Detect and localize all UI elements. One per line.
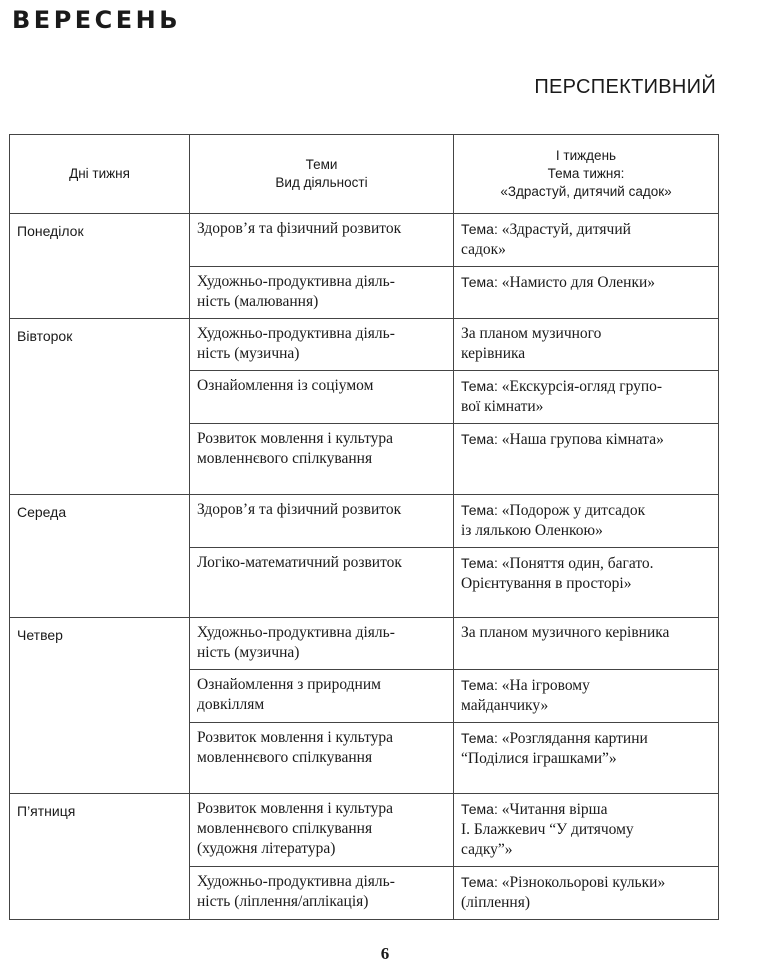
header-days <box>10 135 190 214</box>
activity-line: Здоров’я та фізичний розвиток <box>197 501 402 518</box>
page-number: 6 <box>380 944 390 963</box>
activity-line: мовленнєвого спілкування <box>197 749 373 766</box>
topic-prefix: Тема: <box>461 555 502 571</box>
topic-cell <box>454 424 719 495</box>
table-row <box>10 319 719 371</box>
topic-text: «Поняття один, багато. <box>501 555 654 572</box>
topic-text: із лялькою Оленкою» <box>461 522 603 539</box>
table-header-row <box>10 135 719 214</box>
topic-text: майданчику» <box>461 697 549 714</box>
activity-cell <box>190 214 454 267</box>
topic-line <box>461 219 711 240</box>
topic-text: «Здрастуй, дитячий <box>501 221 631 238</box>
header-topics-line2: Вид діяльності <box>275 174 368 190</box>
header-topics-line1: Теми <box>305 156 338 172</box>
topic-line <box>461 397 711 417</box>
activity-cell <box>190 424 454 495</box>
topic-line <box>461 675 711 696</box>
table-row <box>10 214 719 267</box>
topic-text: «Подорож у дитсадок <box>501 502 646 519</box>
topic-text: Орієнтування в просторі» <box>461 575 632 592</box>
day-label: Понеділок <box>17 223 84 239</box>
table-row <box>10 618 719 670</box>
topic-line <box>461 623 711 643</box>
topic-text: «На ігровому <box>501 677 590 694</box>
activity-line: мовленнєвого спілкування <box>197 820 373 837</box>
activity-cell <box>190 794 454 867</box>
topic-text: І. Блажкевич “У дитячому <box>461 821 634 838</box>
topic-text: За планом музичного <box>461 325 602 342</box>
topic-line <box>461 893 711 913</box>
header-topics <box>190 135 454 214</box>
day-cell <box>10 495 190 618</box>
activity-cell <box>190 618 454 670</box>
activity-cell <box>190 495 454 548</box>
topic-line <box>461 820 711 840</box>
topic-prefix: Тема: <box>461 274 502 290</box>
day-cell <box>10 214 190 319</box>
topic-line <box>461 553 711 574</box>
topic-line <box>461 240 711 260</box>
topic-text: «Намисто для Оленки» <box>501 274 656 291</box>
activity-line: (художня література) <box>197 840 336 857</box>
weekly-plan-table <box>9 134 719 920</box>
topic-prefix: Тема: <box>461 874 502 890</box>
topic-prefix: Тема: <box>461 221 502 237</box>
topic-text: За планом музичного керівника <box>461 624 670 641</box>
header-days-label: Дні тижня <box>69 165 130 181</box>
activity-line: Ознайомлення із соціумом <box>197 377 374 394</box>
topic-cell <box>454 670 719 723</box>
topic-cell <box>454 495 719 548</box>
day-cell <box>10 319 190 495</box>
activity-line: ність (малювання) <box>197 293 319 310</box>
table-row <box>10 794 719 867</box>
topic-text: «Екскурсія-огляд групо- <box>501 378 663 395</box>
activity-line: Художньо-продуктивна діяль- <box>197 325 395 342</box>
activity-line: Ознайомлення з природним <box>197 676 381 693</box>
topic-text: (ліплення) <box>461 894 530 911</box>
topic-line <box>461 429 711 450</box>
activity-line: Художньо-продуктивна діяль- <box>197 873 395 890</box>
topic-line <box>461 344 711 364</box>
topic-cell <box>454 214 719 267</box>
day-cell <box>10 794 190 920</box>
activity-line: ність (ліплення/аплікація) <box>197 893 369 910</box>
day-label: Четвер <box>17 627 63 643</box>
topic-line <box>461 696 711 716</box>
topic-cell <box>454 867 719 920</box>
topic-cell <box>454 548 719 618</box>
activity-line: ність (музична) <box>197 644 300 661</box>
topic-text: керівника <box>461 345 526 362</box>
topic-line <box>461 521 711 541</box>
header-week <box>454 135 719 214</box>
topic-cell <box>454 267 719 319</box>
activity-line: Розвиток мовлення і культура <box>197 800 394 817</box>
month-title: ВЕРЕСЕНЬ <box>12 6 182 34</box>
topic-line <box>461 872 711 893</box>
topic-line <box>461 376 711 397</box>
topic-line <box>461 324 711 344</box>
activity-cell <box>190 670 454 723</box>
day-label: Вівторок <box>17 328 73 344</box>
activity-line: Художньо-продуктивна діяль- <box>197 624 395 641</box>
topic-text: «Розглядання картини <box>501 730 648 747</box>
activity-line: мовленнєвого спілкування <box>197 450 373 467</box>
activity-line: довкіллям <box>197 696 265 713</box>
topic-prefix: Тема: <box>461 801 502 817</box>
topic-prefix: Тема: <box>461 502 502 518</box>
activity-line: Здоров’я та фізичний розвиток <box>197 220 402 237</box>
topic-cell <box>454 618 719 670</box>
topic-line <box>461 799 711 820</box>
topic-cell <box>454 794 719 867</box>
day-cell <box>10 618 190 794</box>
topic-cell <box>454 723 719 794</box>
topic-line <box>461 749 711 769</box>
topic-prefix: Тема: <box>461 378 502 394</box>
topic-text: садок» <box>461 241 506 258</box>
plan-subtitle: ПЕРСПЕКТИВНИЙ <box>534 76 716 98</box>
day-label: Середа <box>17 504 67 520</box>
topic-text: «Читання вірша <box>501 801 608 818</box>
topic-prefix: Тема: <box>461 431 502 447</box>
day-label: П’ятниця <box>17 803 76 819</box>
topic-cell <box>454 319 719 371</box>
activity-cell <box>190 548 454 618</box>
topic-text: “Поділися іграшками”» <box>461 750 617 767</box>
activity-cell <box>190 267 454 319</box>
topic-cell <box>454 371 719 424</box>
activity-cell <box>190 319 454 371</box>
topic-line <box>461 272 711 293</box>
topic-text: садку”» <box>461 841 513 858</box>
activity-line: Логіко-математичний розвиток <box>197 554 402 571</box>
table-row <box>10 495 719 548</box>
activity-line: Художньо-продуктивна діяль- <box>197 273 395 290</box>
topic-line <box>461 574 711 594</box>
activity-line: Розвиток мовлення і культура <box>197 430 394 447</box>
header-week-line1: І тиждень <box>555 147 617 163</box>
topic-line <box>461 840 711 860</box>
activity-line: ність (музична) <box>197 345 300 362</box>
header-week-line2: Тема тижня: <box>547 165 625 181</box>
table-body <box>10 214 719 920</box>
activity-cell <box>190 723 454 794</box>
topic-line <box>461 728 711 749</box>
activity-line: Розвиток мовлення і культура <box>197 729 394 746</box>
activity-cell <box>190 867 454 920</box>
activity-cell <box>190 371 454 424</box>
topic-prefix: Тема: <box>461 730 502 746</box>
topic-line <box>461 500 711 521</box>
topic-text: «Різнокольорові кульки» <box>501 874 666 891</box>
topic-text: вої кімнати» <box>461 398 544 415</box>
topic-prefix: Тема: <box>461 677 502 693</box>
header-week-line3: «Здрастуй, дитячий садок» <box>500 183 672 199</box>
topic-text: «Наша групова кімната» <box>501 431 664 448</box>
